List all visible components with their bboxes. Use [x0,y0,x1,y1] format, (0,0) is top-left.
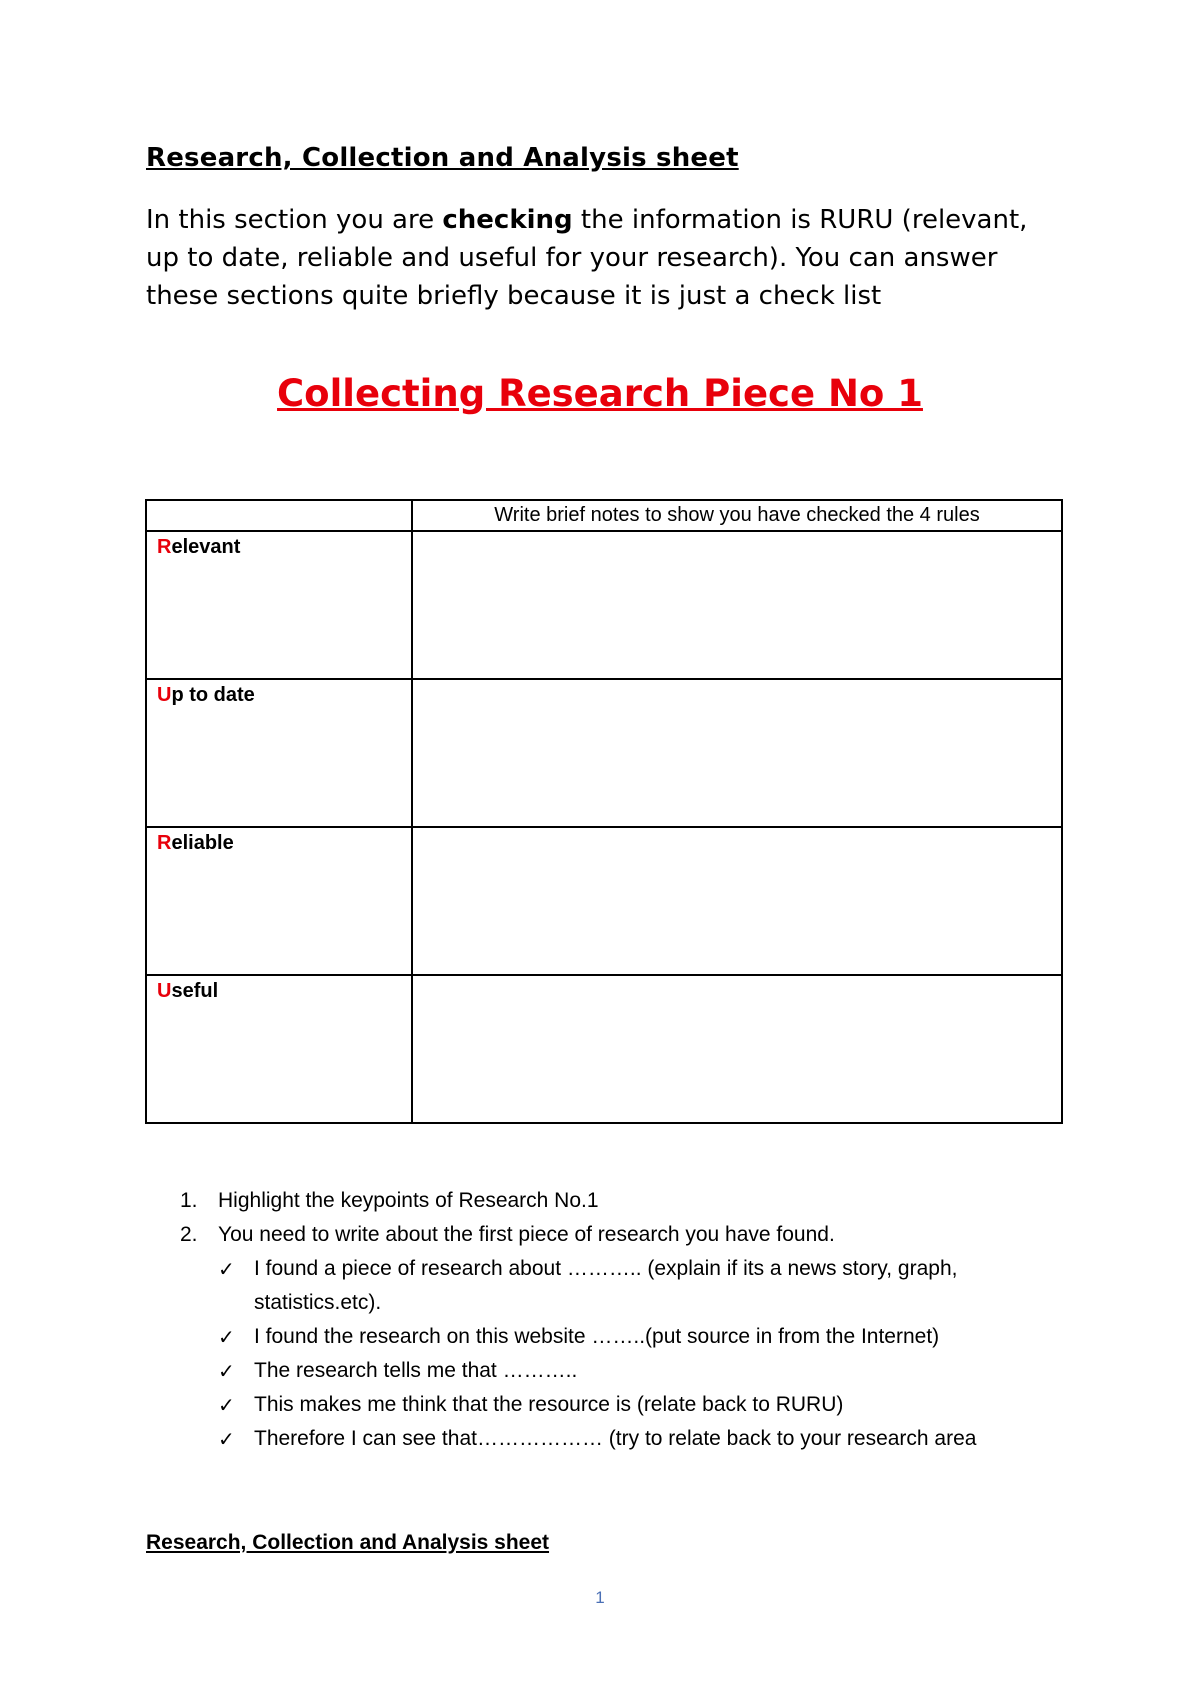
notes-cell-up-to-date[interactable] [412,679,1062,827]
table-row-up-to-date [146,679,1062,827]
table-row-relevant [146,531,1062,679]
checklist-item: ✓ The research tells me that ……….. [218,1354,994,1388]
table-row-reliable [146,827,1062,975]
check-mark-icon: ✓ [218,1359,235,1383]
instruction-list [180,1184,994,1456]
intro-emphasis: checking [442,205,573,235]
rule-label-up-to-date: Up to date [157,684,255,706]
checklist-item: ✓ I found the research on this website ……..(put source in from the Internet) [218,1320,994,1354]
table-row-useful [146,975,1062,1123]
footer-title: Research, Collection and Analysis sheet [146,1531,550,1554]
header-notes-cell [412,500,1062,531]
check-mark-icon: ✓ [218,1325,235,1349]
notes-cell-useful[interactable] [412,975,1062,1123]
checklist [218,1252,994,1456]
notes-cell-relevant[interactable] [412,531,1062,679]
rule-cell-reliable [146,827,412,975]
intro-paragraph [146,201,1066,315]
header-blank-cell [146,500,412,531]
header-notes-text: Write brief notes to show you have checked the 4 rules [494,504,980,526]
page-title: Research, Collection and Analysis sheet [146,143,739,173]
check-mark-icon: ✓ [218,1257,235,1281]
instruction-step-1: 1. Highlight the keypoints of Research No.1 [180,1189,599,1212]
rule-cell-up-to-date [146,679,412,827]
intro-text-1: In this section you are [146,205,443,235]
ruru-table [145,499,1063,1124]
checklist-item: ✓ Therefore I can see that……………… (try to relate back to your research area [218,1422,994,1456]
rule-cell-relevant [146,531,412,679]
rule-label-useful: Useful [157,980,219,1002]
page-number: 1 [595,1588,605,1607]
rule-label-relevant: Relevant [157,536,241,558]
checklist-item: ✓ I found a piece of research about ……….. (explain if its a news story, graph, statistics.etc). [218,1252,994,1320]
table-header-row [146,500,1062,531]
research-piece-heading: Collecting Research Piece No 1 [277,372,923,415]
instruction-step-2: 2. You need to write about the first piece of research you have found. ✓ I found a piece of research about ……….. (explain if its a news story, graph, statistics.etc). ✓ I found the research on this website ……..(put source in from the Internet) ✓ The research tells me that ……….. ✓ This makes me think that the resource is (relate back to RURU) ✓ Therefore I can see that……………… (try to relate back to your research area [180,1218,994,1456]
rule-label-reliable: Reliable [157,832,234,854]
notes-cell-reliable[interactable] [412,827,1062,975]
check-mark-icon: ✓ [218,1393,235,1417]
rule-cell-useful [146,975,412,1123]
intro-text-2: the information is RURU (relevant, up to date, reliable and useful for your research). You can answer these sections quite briefly because it is just a check list [146,205,1028,311]
checklist-item: ✓ This makes me think that the resource is (relate back to RURU) [218,1388,994,1422]
check-mark-icon: ✓ [218,1427,235,1451]
